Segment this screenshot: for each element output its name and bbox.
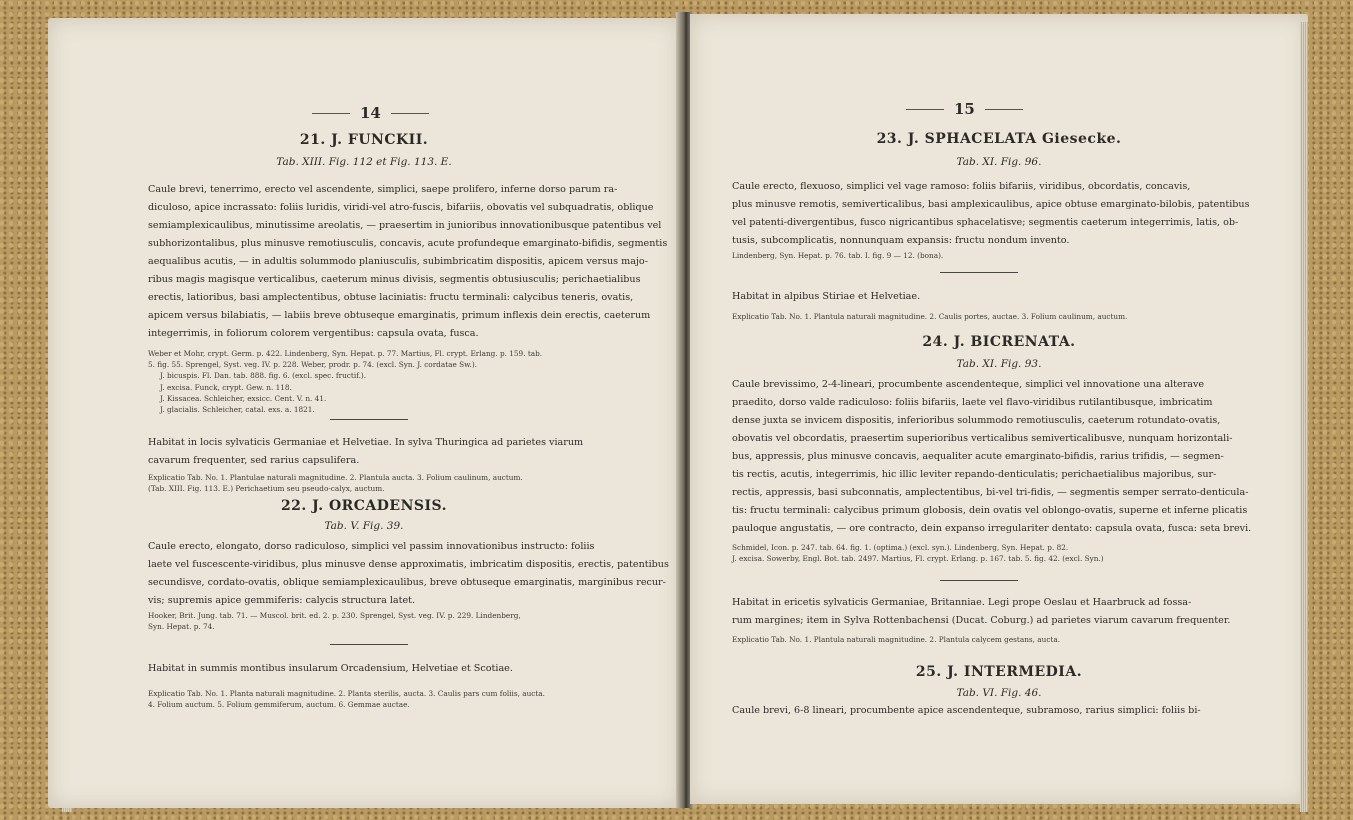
section-23-plate-ref: Tab. XI. Fig. 96. [956, 156, 1042, 168]
section-24-references: Schmidel, Icon. p. 247. tab. 64. fig. 1. (optima.) (excl. syn.). Lindenberg, Syn. Hepat. p. 82. J. excisa. Sowerby, Engl. Bot. tab. 2497. Martius, Fl. crypt. Erlang. p. 167. tab. 5. fig. 42. (excl. Syn.) [732, 543, 1104, 564]
section-21-references: Weber et Mohr, crypt. Germ. p. 422. Lindenberg, Syn. Hepat. p. 77. Martius, Fl. crypt. Erlang. p. 159. tab. 5. fig. 55. Sprengel, Syst. veg. IV. p. 228. Weber, prodr. p. 74. (excl. Syn. J. cordatae Sw.). J. bicuspis. Fl. Dan. tab. 888. fig. 6. (excl. spec. fructif.). J. excisa. Funck, crypt. Gew. n. 118. J. Kissacea. Schleicher, exsicc. Cent. V. n. 41. J. glacialis. Schleicher, catal. exs. a. 1821. [148, 349, 543, 415]
right-page [690, 14, 1308, 804]
section-21-description: Caule brevi, tenerrimo, erecto vel ascendente, simplici, saepe prolifero, inferne dorso parum ra- diculoso, apice incrassato: foliis luridis, viridi-vel atro-fuscis, bifariis, obovatis vel subquadratis, oblique semiamplexicaulibus, minutissime areolatis, — praesertim in junioribus innovationibusque patentibus vel subhorizontalibus, plus minusve remotiusculis, concavis, acute profundeque emarginato-bifidis, segmentis aequalibus acutis, — in adultis solummodo planiusculis, subimbricatim dispositis, apicem versus majo- ribus magis magisque verticalibus, caeterum minus divisis, segmentis obtusiusculis; perichaetialibus erectis, latioribus, basi amplectentibus, obtuse laciniatis: fructu terminali: calycibus teneris, ovatis, apicem versus bilabiatis, — labiis breve obtuseque emarginatis, primum inflexis dein erectis, caeterum integerrimis, in foliorum colorem vergentibus: capsula ovata, fusca. [148, 184, 668, 339]
section-22-description: Caule erecto, elongato, dorso radiculoso, simplici vel passim innovationibus instructo: foliis laete vel fuscescente-viridibus, plus minusve dense approximatis, imbricatim dispositis, erectis, patentibus secundisve, cordato-ovatis, oblique semiamplexicaulibus, breve obtuseque emarginatis, marginibus recur- vis; supremis apice gemmiferis: calycis structura latet. [148, 541, 669, 606]
section-21-plate-ref: Tab. XIII. Fig. 112 et Fig. 113. E. [276, 156, 452, 168]
section-22-habitat: Habitat in summis montibus insularum Orcadensium, Helvetiae et Scotiae. [148, 663, 513, 674]
section-22-explicatio: Explicatio Tab. No. 1. Planta naturali magnitudine. 2. Planta sterilis, aucta. 3. Caulis pars cum foliis, aucta. 4. Folium auctum. 5. Folium gemmiferum, auctum. 6. Gemmae auctae. [148, 689, 545, 710]
section-24-explicatio: Explicatio Tab. No. 1. Plantula naturali magnitudine. 2. Plantula calycem gestans, aucta. [732, 635, 1061, 644]
section-22-title: 22. J. ORCADENSIS. [280, 498, 448, 514]
divider [330, 644, 408, 645]
section-24-habitat: Habitat in ericetis sylvaticis Germaniae, Britanniae. Legi prope Oeslau et Haarbruck ad fossa- rum margines; item in Sylva Rottenbachensi (Ducat. Coburg.) ad parietes viarum cavarum frequenter. [732, 597, 1231, 626]
page-number-14: 14 [312, 104, 429, 122]
page-edge-stack-right [1300, 22, 1308, 812]
section-25-title: 25. J. INTERMEDIA. [915, 664, 1083, 680]
section-23-habitat: Habitat in alpibus Stiriae et Helvetiae. [732, 291, 921, 302]
section-23-title: 23. J. SPHACELATA Giesecke. [876, 131, 1122, 147]
divider [940, 272, 1018, 273]
section-22-plate-ref: Tab. V. Fig. 39. [324, 520, 404, 532]
section-23-explicatio: Explicatio Tab. No. 1. Plantula naturali magnitudine. 2. Caulis portes, auctae. 3. Folium caulinum, auctum. [732, 312, 1128, 321]
section-22-references: Hooker, Brit. Jung. tab. 71. — Muscol. brit. ed. 2. p. 230. Sprengel, Syst. veg. IV. p. 229. Lindenberg, Syn. Hepat. p. 74. [148, 611, 521, 632]
section-21-habitat: Habitat in locis sylvaticis Germaniae et Helvetiae. In sylva Thuringica ad parietes viarum cavarum frequenter, sed rarius capsulifera. [148, 437, 584, 466]
divider [330, 419, 408, 420]
left-page [48, 18, 680, 808]
page-number-15: 15 [906, 100, 1023, 118]
section-23-description: Caule erecto, flexuoso, simplici vel vage ramoso: foliis bifariis, viridibus, obcordatis, concavis, plus minusve remotis, semiverticalibus, basi amplexicaulibus, apice obtuse emarginato-bilobis, patentibus vel patenti-divergentibus, fusco nigricantibus sphacelatisve; segmentis caeterum integerrimis, latis, ob- tusis, subcomplicatis, nonnunquam expansis: fructu nondum invento. [732, 181, 1250, 246]
section-21-explicatio: Explicatio Tab. No. 1. Plantulae naturali magnitudine. 2. Plantula aucta. 3. Folium caulinum, auctum. (Tab. XIII. Fig. 113. E.) Perichaetium seu pseudo-calyx, auctum. [148, 473, 523, 494]
section-21-title: 21. J. FUNCKII. [299, 132, 429, 148]
divider [940, 580, 1018, 581]
section-24-plate-ref: Tab. XI. Fig. 93. [956, 358, 1042, 370]
section-24-title: 24. J. BICRENATA. [922, 334, 1076, 350]
section-25-plate-ref: Tab. VI. Fig. 46. [956, 687, 1042, 699]
section-23-references: Lindenberg, Syn. Hepat. p. 76. tab. I. fig. 9 — 12. (bona). [732, 251, 944, 260]
section-24-description: Caule brevissimo, 2-4-lineari, procumbente ascendenteque, simplici vel innovatione una alterave praedito, dorso valde radiculoso: foliis bifariis, laete vel flavo-viridibus rutilantibusque, imbricatim dense juxta se invicem dispositis, inferioribus solummodo remotiusculis, caeterum rotundato-ovatis, obovatis vel obcordatis, praesertim superioribus verticalibus semiverticalibusve, nunquam horizontali- bus, appressis, plus minusve concavis, aequaliter acute emarginato-bifidis, rarius trifidis, — segmen- tis rectis, acutis, integerrimis, hic illic leviter repando-denticulatis; perichaetialibus majoribus, sur- rectis, appressis, basi subconnatis, amplectentibus, bi-vel tri-fidis, — segmentis semper serrato-denticula- tis: fructu terminali: calycibus primum globosis, dein ovatis vel oblongo-ovatis, superne et inferne plicatis pauloque angustatis, — ore contracto, dein expanso irregulariter dentato: capsula ovata, fusca: seta brevi. [732, 379, 1252, 534]
section-25-description: Caule brevi, 6-8 lineari, procumbente apice ascendenteque, subramoso, rarius simplici: foliis bi- [732, 705, 1201, 716]
